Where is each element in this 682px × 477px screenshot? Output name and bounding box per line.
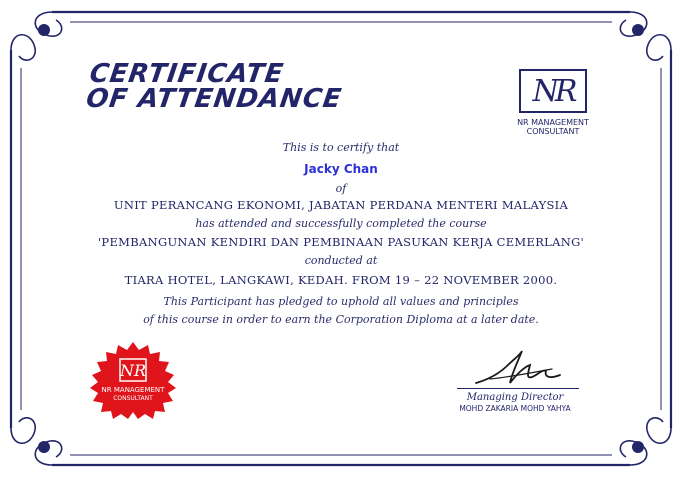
- seal-monogram: NR: [119, 361, 147, 380]
- logo-monogram: NR: [532, 74, 574, 109]
- venue-date: TIARA HOTEL, LANGKAWI, KEDAH. FROM 19 – 22 NOVEMBER 2000.: [124, 273, 558, 287]
- seal-text-line-2: CONSULTANT: [113, 395, 153, 402]
- signature: [470, 349, 580, 391]
- participant-name: Jacky Chan: [304, 162, 378, 176]
- signature-line: [457, 388, 579, 389]
- logo-company-line-2: CONSULTANT: [526, 127, 580, 136]
- conducted-text: conducted at: [304, 254, 378, 267]
- signatory-block: [440, 391, 590, 414]
- completion-text: has attended and successfully completed the course: [195, 217, 487, 230]
- title-line-1: CERTIFICATE: [87, 59, 286, 89]
- company-logo: [513, 69, 593, 136]
- certificate-title: [84, 59, 346, 114]
- certify-intro: This is to certify that: [282, 141, 400, 154]
- course-title: 'PEMBANGUNAN KENDIRI DAN PEMBINAAN PASUKAN KERJA CEMERLANG': [97, 235, 585, 249]
- pledge-line-1: This Participant has pledged to uphold all values and principles: [163, 295, 519, 308]
- company-seal: [88, 341, 178, 419]
- seal-text-line-1: NR MANAGEMENT: [101, 386, 165, 394]
- organization-name: UNIT PERANCANG EKONOMI, JABATAN PERDANA MENTERI MALAYSIA: [113, 198, 569, 212]
- title-line-2: OF ATTENDANCE: [84, 84, 344, 114]
- logo-monogram-box: [519, 69, 587, 113]
- signatory-role: Managing Director: [466, 392, 564, 403]
- signatory-name: MOHD ZAKARIA MOHD YAHYA: [459, 404, 571, 413]
- of-word: of: [335, 182, 347, 195]
- logo-company-line-1: NR MANAGEMENT: [517, 118, 589, 127]
- pledge-line-2: of this course in order to earn the Corporation Diploma at a later date.: [143, 313, 539, 326]
